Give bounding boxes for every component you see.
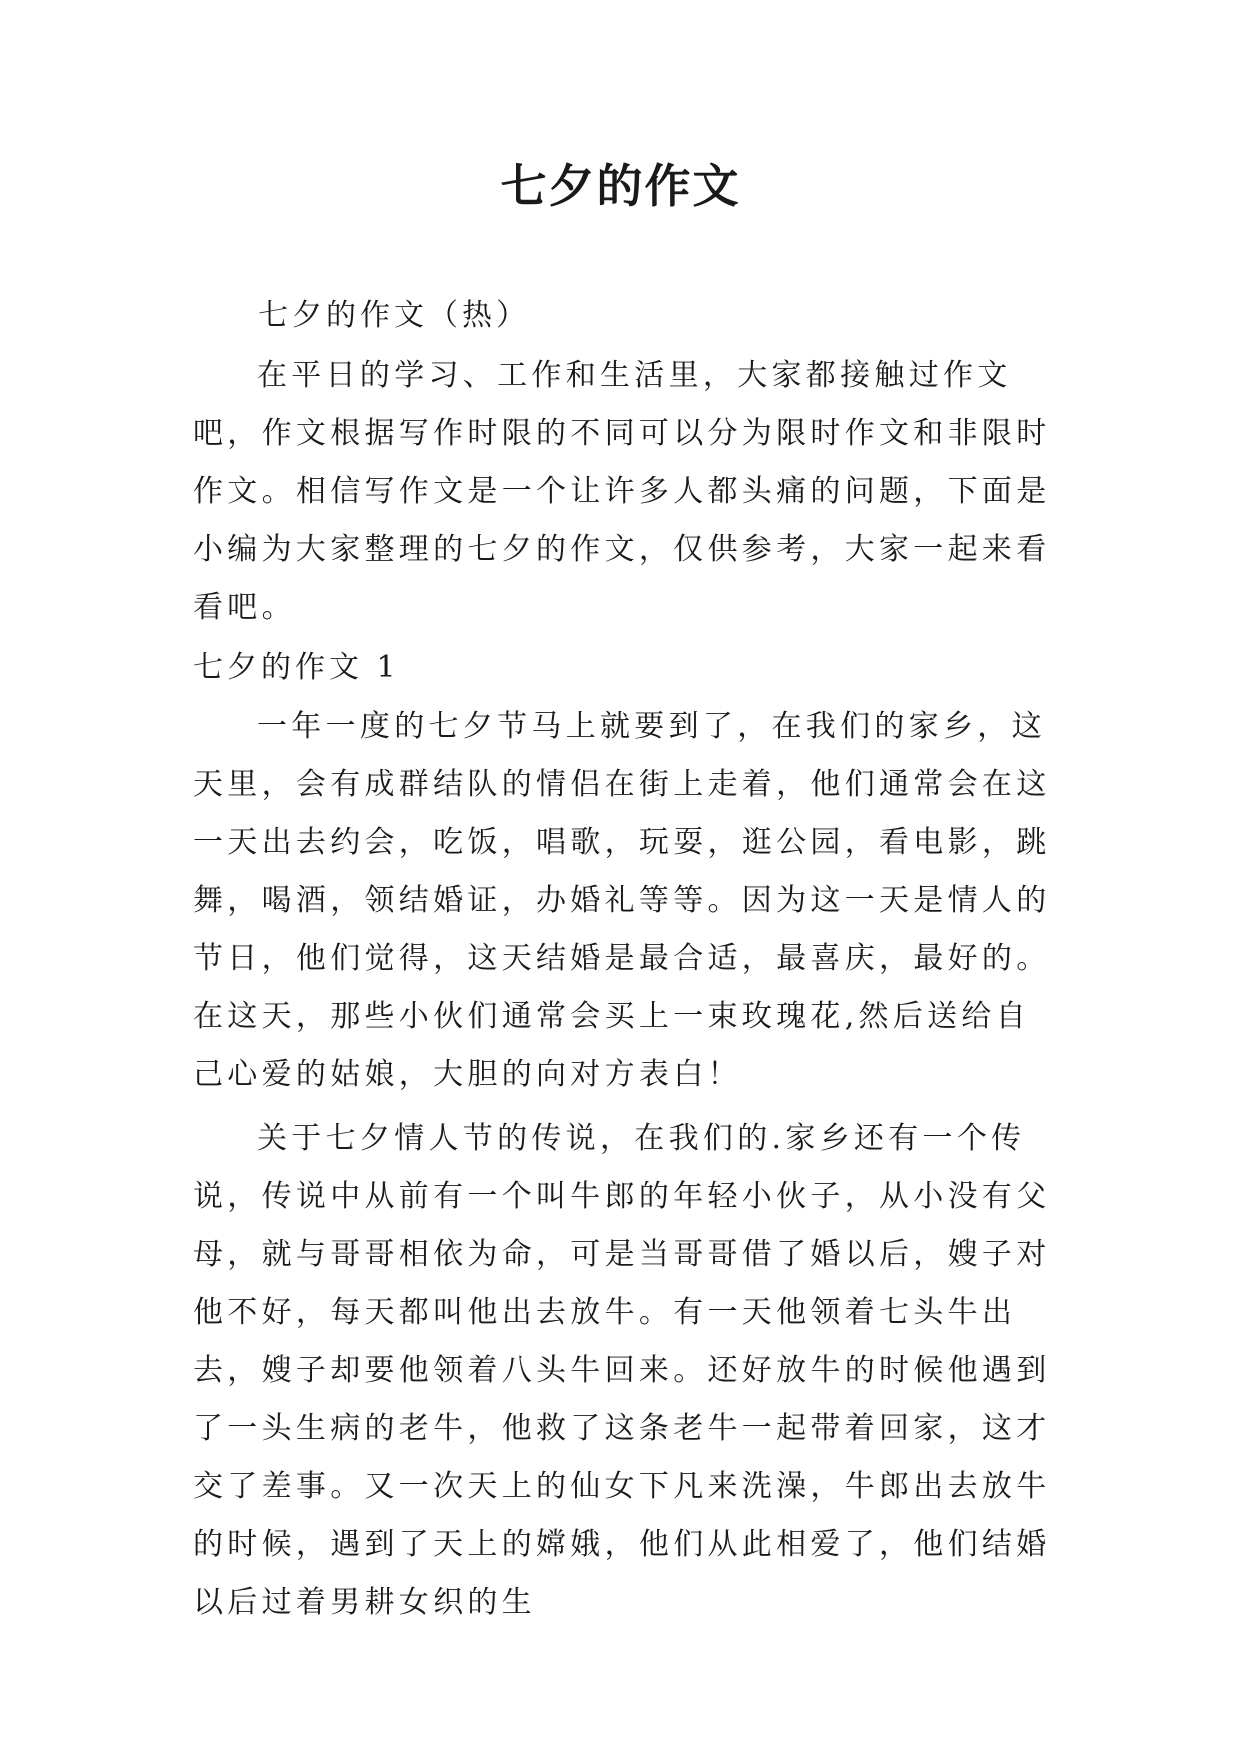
intro-paragraph: 在平日的学习、工作和生活里，大家都接触过作文吧，作文根据写作时限的不同可以分为限时作文和非限时作文。相信写作文是一个让许多人都头痛的问题，下面是小编为大家整理的七夕的作文，仅供参考，大家一起来看看吧。	[193, 358, 1051, 625]
section-heading: 七夕的作文 1	[193, 650, 400, 685]
section-paragraph: 关于七夕情人节的传说，在我们的.家乡还有一个传说，传说中从前有一个叫牛郎的年轻小伙子，从小没有父母，就与哥哥相依为命，可是当哥哥借了婚以后，嫂子对他不好，每天都叫他出去放牛。有一天他领着七头牛出去，嫂子却要他领着八头牛回来。还好放牛的时候他遇到了一头生病的老牛，他救了这条老牛一起带着回家，这才交了差事。又一次天上的仙女下凡来洗澡，牛郎出去放牛的时候，遇到了天上的嫦娥，他们从此相爱了，他们结婚以后过着男耕女织的生	[193, 1121, 1051, 1620]
document-title: 七夕的作文	[500, 159, 741, 213]
section-paragraph: 一年一度的七夕节马上就要到了，在我们的家乡，这天里，会有成群结队的情侣在街上走着，他们通常会在这一天出去约会，吃饭，唱歌，玩耍，逛公园，看电影，跳舞，喝酒，领结婚证，办婚礼等等。因为这一天是情人的节日，他们觉得，这天结婚是最合适，最喜庆，最好的。在这天，那些小伙们通常会买上一束玫瑰花,然后送给自己心爱的姑娘，大胆的向对方表白！	[193, 709, 1051, 1092]
document-subtitle: 七夕的作文（热）	[258, 298, 530, 333]
